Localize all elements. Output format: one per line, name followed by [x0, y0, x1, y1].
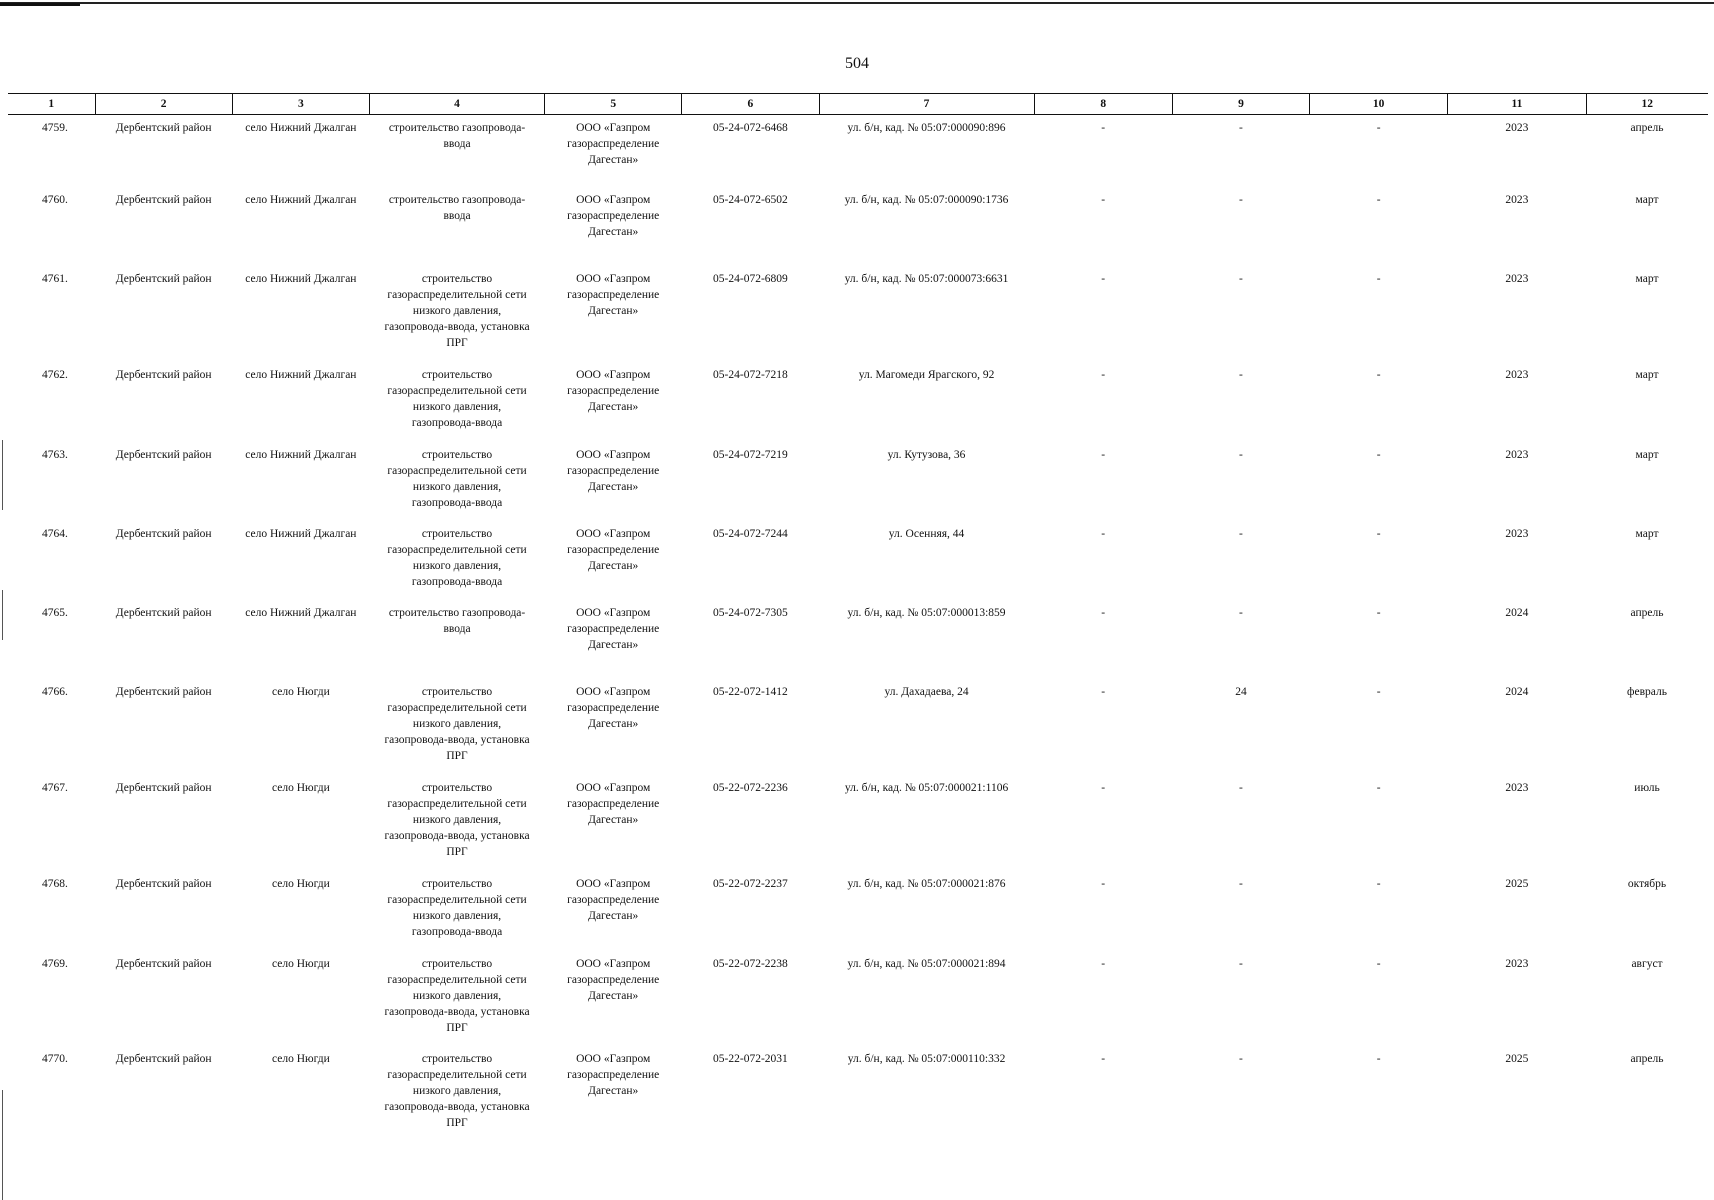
table-row — [8, 600, 1708, 679]
organization-cell: ООО «Газпром газораспределение Дагестан» — [567, 122, 660, 166]
application-code-cell: 05-24-072-6809 — [713, 272, 788, 285]
column-10-cell: - — [1376, 193, 1381, 206]
district-cell: Дербентский район — [115, 527, 212, 540]
application-code-cell: 05-24-072-6468 — [713, 122, 788, 134]
district-cell: Дербентский район — [115, 606, 212, 619]
settlement-cell: село Нюгди — [271, 781, 330, 794]
month-cell: апрель — [1630, 606, 1664, 619]
table-row — [8, 266, 1708, 362]
table-row — [8, 1046, 1708, 1142]
table-row — [8, 442, 1708, 521]
district-cell: Дербентский район — [115, 685, 212, 698]
address-cell: ул. Кутузова, 36 — [887, 448, 966, 461]
application-code-cell: 05-24-072-7219 — [713, 448, 788, 461]
table-row — [8, 115, 1708, 187]
column-8-cell: - — [1101, 448, 1106, 461]
row-number: 4764. — [42, 527, 68, 540]
column-10-cell: - — [1376, 781, 1381, 794]
table-row — [8, 679, 1708, 775]
row-number: 4767. — [42, 781, 68, 794]
row-number: 4761. — [42, 272, 68, 285]
year-cell: 2023 — [1505, 193, 1529, 206]
application-code-cell: 05-22-072-2031 — [713, 1052, 788, 1065]
work-description-cell: строительство газораспределительной сети низкого давления, газопровода-ввода — [387, 527, 527, 588]
year-cell: 2025 — [1505, 877, 1529, 890]
application-code-cell: 05-24-072-6502 — [713, 193, 788, 206]
application-code-cell: 05-22-072-2237 — [713, 877, 788, 890]
application-code-cell: 05-24-072-7244 — [713, 527, 788, 540]
organization-cell: ООО «Газпром газораспределение Дагестан» — [567, 606, 660, 651]
column-header: 4 — [369, 94, 544, 115]
table-row — [8, 362, 1708, 442]
column-9-cell: - — [1239, 1052, 1243, 1065]
year-cell: 2025 — [1505, 1052, 1529, 1065]
table-row — [8, 187, 1708, 266]
application-code-cell: 05-24-072-7305 — [713, 606, 788, 619]
organization-cell: ООО «Газпром газораспределение Дагестан» — [567, 957, 660, 1002]
district-cell: Дербентский район — [115, 1052, 212, 1065]
table-row — [8, 521, 1708, 600]
address-cell: ул. б/н, кад. № 05:07:000090:1736 — [844, 193, 1009, 206]
work-description-cell: строительство газораспределительной сети низкого давления, газопровода-ввода, установка ПРГ — [384, 781, 530, 858]
column-9-cell: - — [1239, 957, 1243, 970]
row-number: 4759. — [42, 122, 68, 134]
year-cell: 2023 — [1505, 448, 1529, 461]
month-cell: март — [1635, 368, 1659, 381]
column-10-cell: - — [1376, 685, 1381, 698]
month-cell: март — [1635, 448, 1659, 461]
year-cell: 2023 — [1505, 122, 1529, 134]
month-cell: февраль — [1627, 685, 1667, 698]
column-10-cell: - — [1376, 527, 1381, 540]
month-cell: март — [1635, 527, 1659, 540]
district-cell: Дербентский район — [115, 122, 212, 134]
column-header: 1 — [8, 94, 95, 115]
row-number: 4763. — [42, 448, 68, 461]
settlement-cell: село Нюгди — [271, 877, 330, 890]
column-10-cell: - — [1376, 448, 1381, 461]
work-description-cell: строительство газораспределительной сети низкого давления, газопровода-ввода, установка ПРГ — [384, 272, 530, 349]
month-cell: август — [1631, 957, 1663, 970]
column-10-cell: - — [1376, 606, 1381, 619]
column-8-cell: - — [1101, 957, 1106, 970]
year-cell: 2024 — [1505, 606, 1529, 619]
address-cell: ул. б/н, кад. № 05:07:000021:1106 — [844, 781, 1009, 794]
column-9-cell: - — [1239, 606, 1243, 619]
year-cell: 2023 — [1505, 781, 1529, 794]
settlement-cell: село Нижний Джалган — [245, 448, 357, 461]
column-8-cell: - — [1101, 877, 1106, 890]
work-description-cell: строительство газораспределительной сети низкого давления, газопровода-ввода — [387, 448, 527, 509]
settlement-cell: село Нижний Джалган — [245, 606, 357, 619]
column-header: 11 — [1448, 94, 1586, 115]
column-8-cell: - — [1101, 122, 1106, 134]
column-8-cell: - — [1101, 527, 1106, 540]
column-9-cell: - — [1239, 781, 1243, 794]
column-10-cell: - — [1376, 1052, 1381, 1065]
settlement-cell: село Нижний Джалган — [245, 193, 357, 206]
address-cell: ул. б/н, кад. № 05:07:000021:876 — [847, 877, 1006, 890]
organization-cell: ООО «Газпром газораспределение Дагестан» — [567, 1052, 660, 1097]
scan-left-edge-mark — [2, 440, 3, 510]
column-header: 8 — [1034, 94, 1172, 115]
column-9-cell: - — [1239, 448, 1243, 461]
month-cell: апрель — [1630, 122, 1664, 134]
row-number: 4770. — [42, 1052, 68, 1065]
table-row — [8, 775, 1708, 871]
settlement-cell: село Нижний Джалган — [245, 122, 357, 134]
organization-cell: ООО «Газпром газораспределение Дагестан» — [567, 193, 660, 238]
application-code-cell: 05-22-072-1412 — [713, 685, 788, 698]
column-8-cell: - — [1101, 1052, 1106, 1065]
row-number: 4766. — [42, 685, 68, 698]
district-cell: Дербентский район — [115, 877, 212, 890]
column-header: 10 — [1310, 94, 1448, 115]
row-number: 4765. — [42, 606, 68, 619]
year-cell: 2023 — [1505, 527, 1529, 540]
month-cell: октябрь — [1627, 877, 1667, 890]
scan-left-edge-mark — [2, 590, 3, 640]
column-8-cell: - — [1101, 606, 1106, 619]
year-cell: 2023 — [1505, 957, 1529, 970]
settlement-cell: село Нюгди — [271, 1052, 330, 1065]
row-number: 4769. — [42, 957, 68, 970]
column-8-cell: - — [1101, 685, 1106, 698]
district-cell: Дербентский район — [115, 957, 212, 970]
column-10-cell: - — [1376, 877, 1381, 890]
organization-cell: ООО «Газпром газораспределение Дагестан» — [567, 877, 660, 922]
address-cell: ул. б/н, кад. № 05:07:000013:859 — [847, 606, 1006, 619]
row-number: 4768. — [42, 877, 68, 890]
settlement-cell: село Нюгди — [271, 957, 330, 970]
settlement-cell: село Нижний Джалган — [245, 272, 357, 285]
work-description-cell: строительство газопровода- ввода — [388, 122, 526, 150]
column-9-cell: - — [1239, 193, 1243, 206]
work-description-cell: строительство газопровода- ввода — [388, 193, 526, 222]
address-cell: ул. б/н, кад. № 05:07:000073:6631 — [844, 272, 1009, 285]
month-cell: март — [1635, 193, 1659, 206]
settlement-cell: село Нижний Джалган — [245, 527, 357, 540]
column-9-cell: 24 — [1235, 685, 1247, 698]
organization-cell: ООО «Газпром газораспределение Дагестан» — [567, 781, 660, 826]
scan-left-edge-mark — [2, 1090, 3, 1200]
organization-cell: ООО «Газпром газораспределение Дагестан» — [567, 272, 660, 317]
table-header-row — [8, 94, 1708, 115]
organization-cell: ООО «Газпром газораспределение Дагестан» — [567, 685, 660, 730]
organization-cell: ООО «Газпром газораспределение Дагестан» — [567, 527, 660, 572]
column-9-cell: - — [1239, 122, 1243, 134]
column-9-cell: - — [1239, 368, 1243, 381]
row-number: 4762. — [42, 368, 68, 381]
organization-cell: ООО «Газпром газораспределение Дагестан» — [567, 448, 660, 493]
year-cell: 2023 — [1505, 368, 1529, 381]
address-cell: ул. б/н, кад. № 05:07:000021:894 — [847, 957, 1006, 970]
work-description-cell: строительство газораспределительной сети низкого давления, газопровода-ввода, установка ПРГ — [384, 957, 530, 1034]
column-9-cell: - — [1239, 272, 1243, 285]
column-10-cell: - — [1376, 272, 1381, 285]
column-header: 12 — [1586, 94, 1708, 115]
column-header: 9 — [1172, 94, 1309, 115]
organization-cell: ООО «Газпром газораспределение Дагестан» — [567, 368, 660, 413]
column-9-cell: - — [1239, 527, 1243, 540]
column-8-cell: - — [1101, 781, 1106, 794]
column-8-cell: - — [1101, 193, 1106, 206]
application-code-cell: 05-24-072-7218 — [713, 368, 788, 381]
work-description-cell: строительство газораспределительной сети низкого давления, газопровода-ввода — [387, 877, 527, 938]
district-cell: Дербентский район — [115, 448, 212, 461]
table-row — [8, 871, 1708, 951]
month-cell: июль — [1634, 781, 1660, 794]
settlement-cell: село Нижний Джалган — [245, 368, 357, 381]
scan-top-edge — [0, 2, 1714, 4]
month-cell: апрель — [1630, 1052, 1664, 1065]
column-10-cell: - — [1376, 122, 1381, 134]
work-description-cell: строительство газопровода- ввода — [388, 606, 526, 635]
district-cell: Дербентский район — [115, 368, 212, 381]
address-cell: ул. Осенняя, 44 — [888, 527, 965, 540]
column-10-cell: - — [1376, 957, 1381, 970]
column-10-cell: - — [1376, 368, 1381, 381]
address-cell: ул. б/н, кад. № 05:07:000090:896 — [847, 122, 1006, 134]
application-code-cell: 05-22-072-2238 — [713, 957, 788, 970]
column-header: 6 — [682, 94, 819, 115]
column-8-cell: - — [1101, 368, 1106, 381]
work-description-cell: строительство газораспределительной сети низкого давления, газопровода-ввода, установка ПРГ — [384, 1052, 530, 1129]
register-table — [8, 93, 1708, 1142]
year-cell: 2023 — [1505, 272, 1529, 285]
address-cell: ул. Дахадаева, 24 — [884, 685, 969, 698]
application-code-cell: 05-22-072-2236 — [713, 781, 788, 794]
column-header: 7 — [819, 94, 1034, 115]
column-header: 3 — [232, 94, 369, 115]
table-row — [8, 951, 1708, 1046]
address-cell: ул. Магомеди Ярагского, 92 — [858, 368, 995, 381]
column-header: 2 — [95, 94, 232, 115]
work-description-cell: строительство газораспределительной сети низкого давления, газопровода-ввода, установка ПРГ — [384, 685, 530, 762]
district-cell: Дербентский район — [115, 193, 212, 206]
column-header: 5 — [545, 94, 682, 115]
page-number: 504 — [845, 55, 869, 72]
address-cell: ул. б/н, кад. № 05:07:000110:332 — [847, 1052, 1006, 1065]
month-cell: март — [1635, 272, 1659, 285]
district-cell: Дербентский район — [115, 781, 212, 794]
row-number: 4760. — [42, 193, 68, 206]
column-9-cell: - — [1239, 877, 1243, 890]
district-cell: Дербентский район — [115, 272, 212, 285]
work-description-cell: строительство газораспределительной сети низкого давления, газопровода-ввода — [387, 368, 527, 429]
year-cell: 2024 — [1505, 685, 1529, 698]
scan-top-mark — [0, 3, 80, 6]
settlement-cell: село Нюгди — [271, 685, 330, 698]
column-8-cell: - — [1101, 272, 1106, 285]
